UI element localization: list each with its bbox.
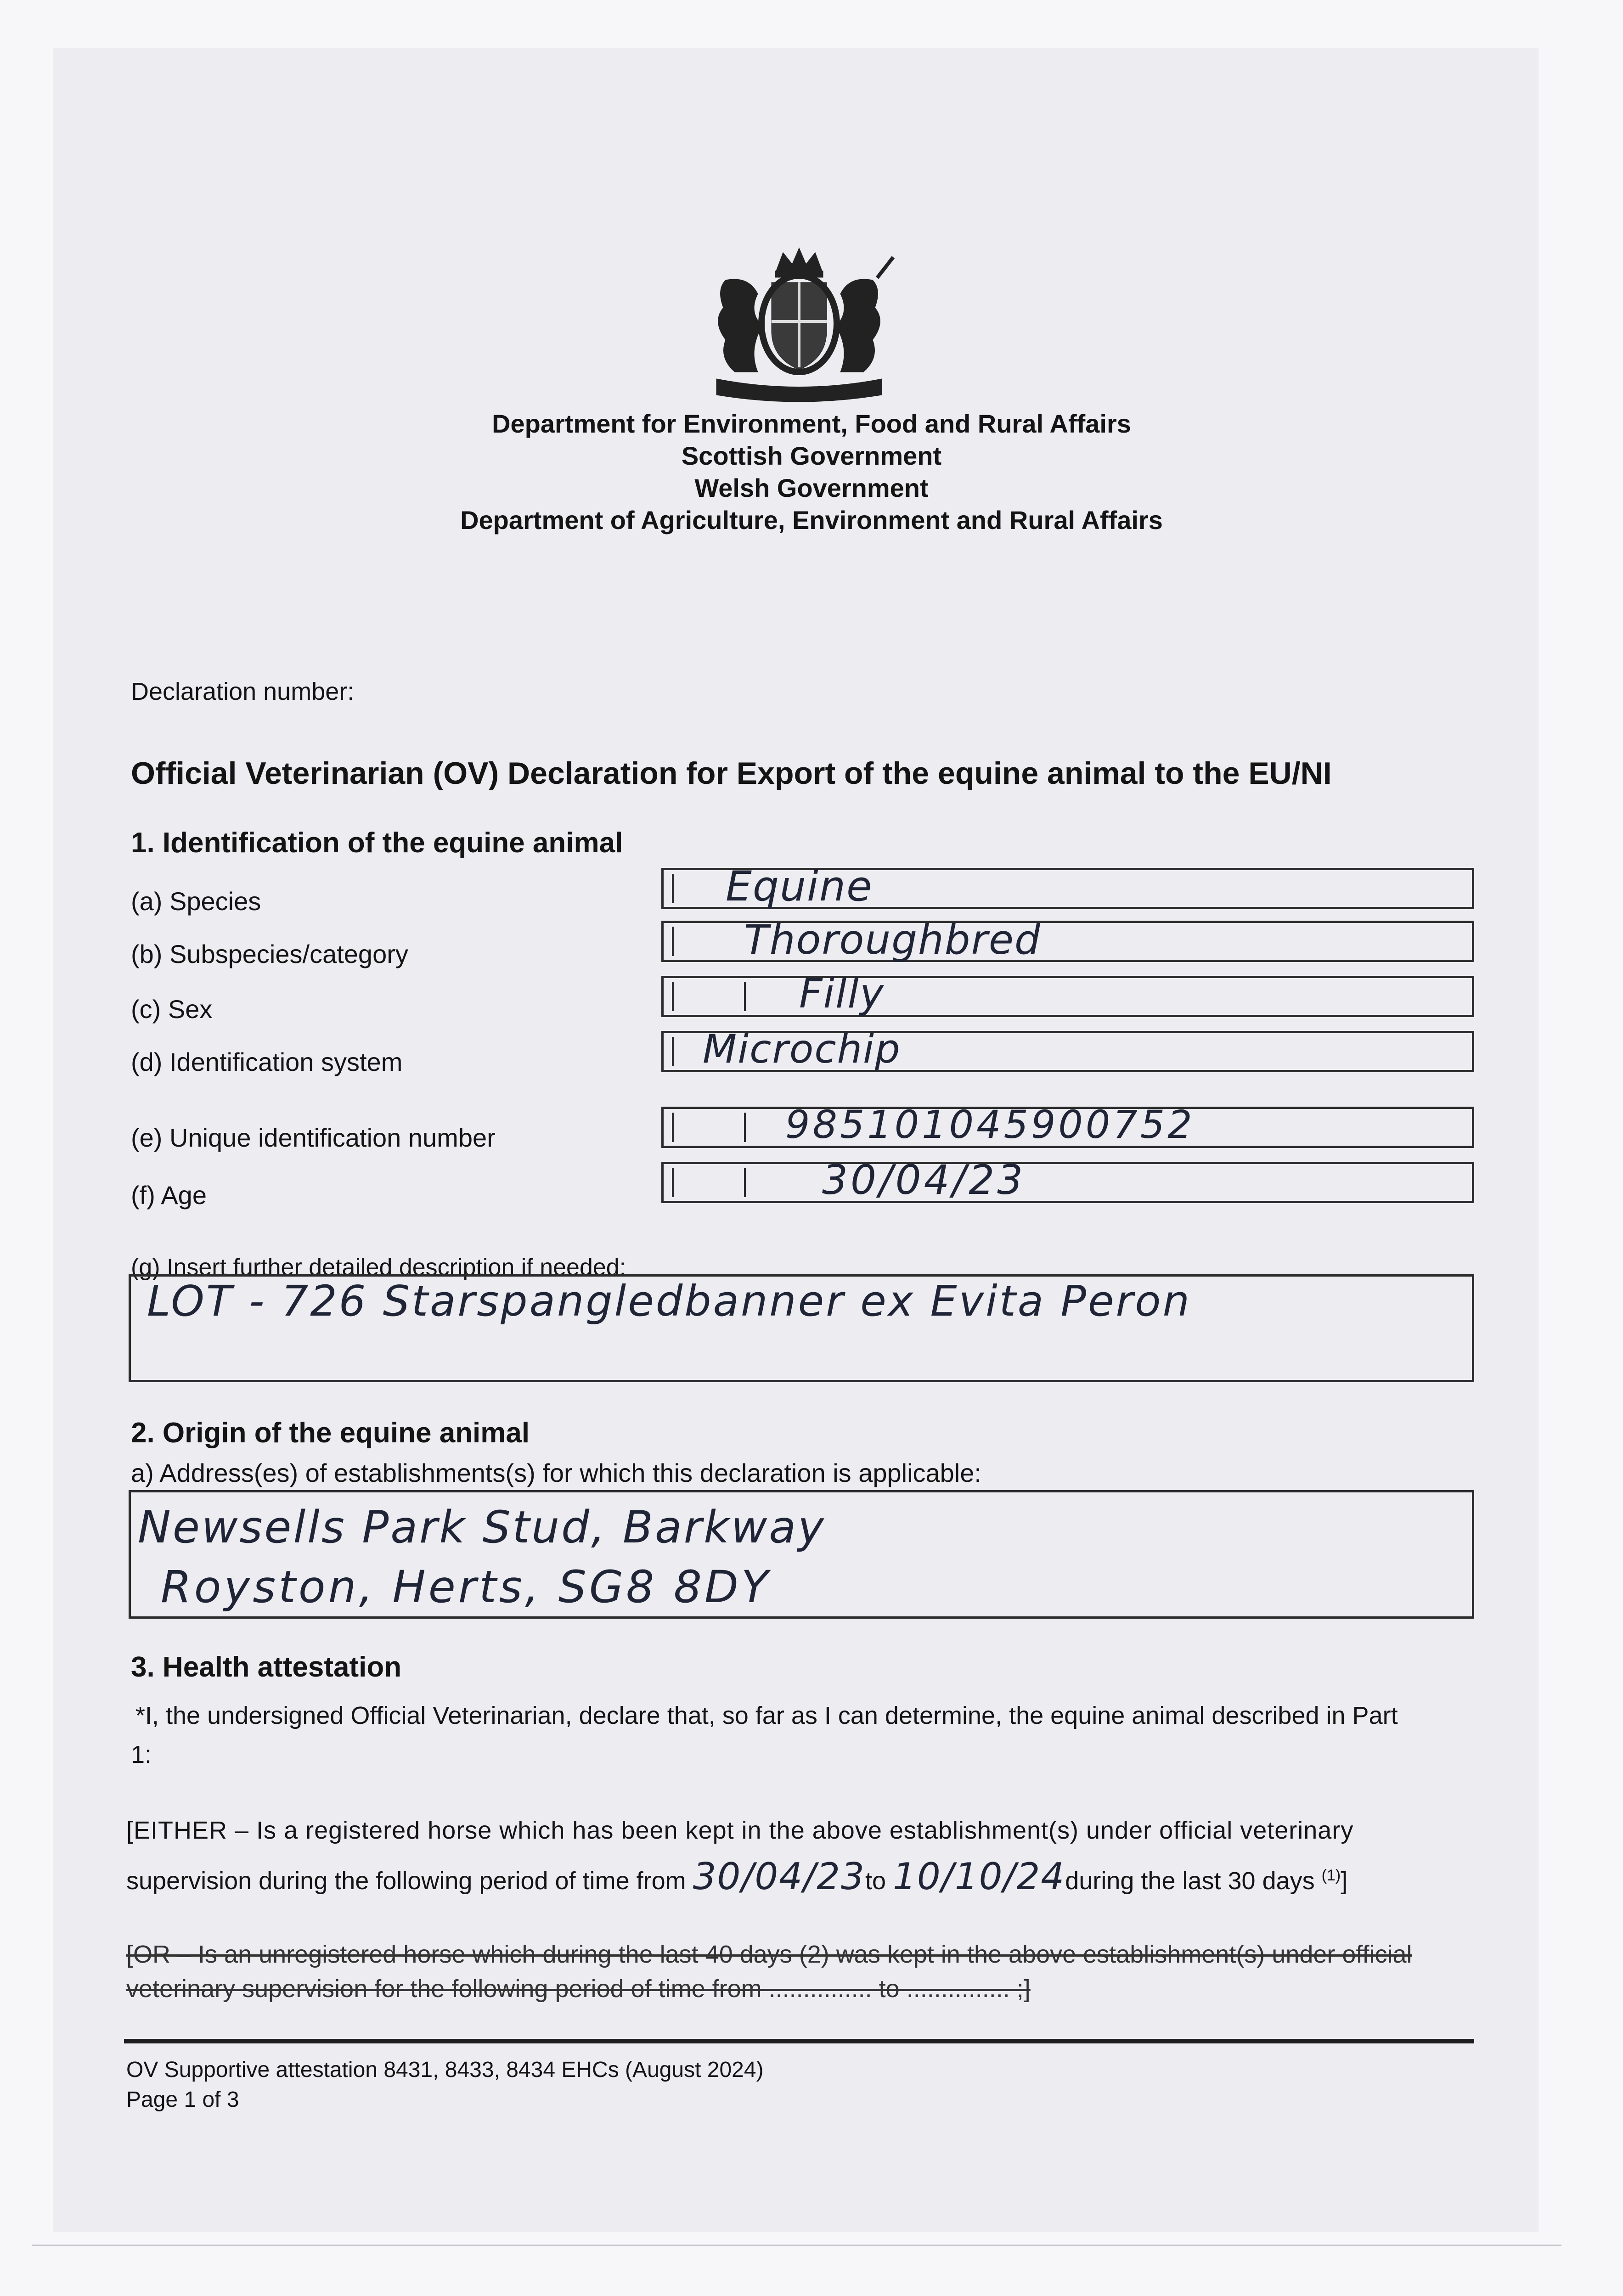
subspecies-value: Thoroughbred	[744, 916, 1041, 963]
section3-heading: 3. Health attestation	[131, 1651, 402, 1683]
further-description-label: (g) Insert further detailed description if needed:	[131, 1254, 626, 1281]
or-line2: veterinary supervision for the following period of time from ............... to ............... ;]	[126, 1975, 1031, 2003]
address-label: a) Address(es) of establishments(s) for which this declaration is applicable:	[131, 1458, 981, 1487]
to-date: 10/10/24	[893, 1855, 1065, 1898]
unique-id-value: 985101045900752	[785, 1102, 1195, 1147]
from-date: 30/04/23	[693, 1855, 865, 1898]
unique-id-label: (e) Unique identification number	[131, 1123, 496, 1152]
age-label: (f) Age	[131, 1181, 207, 1210]
document-title: Official Veterinarian (OV) Declaration for Export of the equine animal to the EU/NI	[131, 756, 1332, 791]
species-value: Equine	[726, 862, 873, 911]
either-line2-suffix: during the last 30 days	[1065, 1867, 1315, 1895]
either-line1: [EITHER – Is a registered horse which has been kept in the above establishment(s) under official veterinary	[126, 1817, 1354, 1844]
scan-edge	[32, 2245, 1561, 2246]
footer-page: Page 1 of 3	[126, 2088, 239, 2112]
footer-attestation: OV Supportive attestation 8431, 8433, 8434 EHCs (August 2024)	[126, 2058, 764, 2082]
either-close: ]	[1341, 1867, 1348, 1895]
further-description-value: LOT - 726 Starspangledbanner ex Evita Peron	[147, 1277, 1191, 1326]
royal-coat-of-arms-icon	[698, 243, 900, 402]
header-dept1: Department for Environment, Food and Rural Affairs	[492, 409, 1131, 438]
to-word: to	[865, 1867, 886, 1895]
section1-heading: 1. Identification of the equine animal	[131, 827, 623, 859]
age-value: 30/04/23	[822, 1156, 1026, 1204]
either-line2	[126, 1855, 1347, 1898]
footer-divider	[124, 2039, 1474, 2043]
address-line2: Royston, Herts, SG8 8DY	[161, 1561, 771, 1613]
sex-label: (c) Sex	[131, 995, 213, 1024]
sex-value: Filly	[799, 970, 885, 1017]
header-dept2: Scottish Government	[681, 441, 942, 470]
header-dept4: Department of Agriculture, Environment and Rural Affairs	[460, 506, 1163, 535]
or-line1: [OR – Is an unregistered horse which during the last 40 days (2) was kept in the above establishment(s) under official	[126, 1941, 1412, 1968]
header-dept3: Welsh Government	[694, 473, 929, 502]
identification-system-label: (d) Identification system	[131, 1047, 403, 1076]
identification-system-value: Microchip	[703, 1026, 901, 1072]
address-line1: Newsells Park Stud, Barkway	[138, 1502, 826, 1553]
species-label: (a) Species	[131, 887, 261, 916]
declaration-number-label: Declaration number:	[131, 678, 355, 705]
sex-field[interactable]	[661, 976, 1474, 1017]
intro-line1: *I, the undersigned Official Veterinarian, declare that, so far as I can determine, the equine animal described in Part	[135, 1702, 1398, 1729]
age-field[interactable]	[661, 1162, 1474, 1203]
either-line2-prefix: supervision during the following period of time from	[126, 1867, 686, 1895]
either-footnote: (1)	[1321, 1867, 1341, 1884]
subspecies-label: (b) Subspecies/category	[131, 940, 408, 968]
section2-heading: 2. Origin of the equine animal	[131, 1417, 530, 1449]
intro-line2: 1:	[131, 1741, 152, 1768]
